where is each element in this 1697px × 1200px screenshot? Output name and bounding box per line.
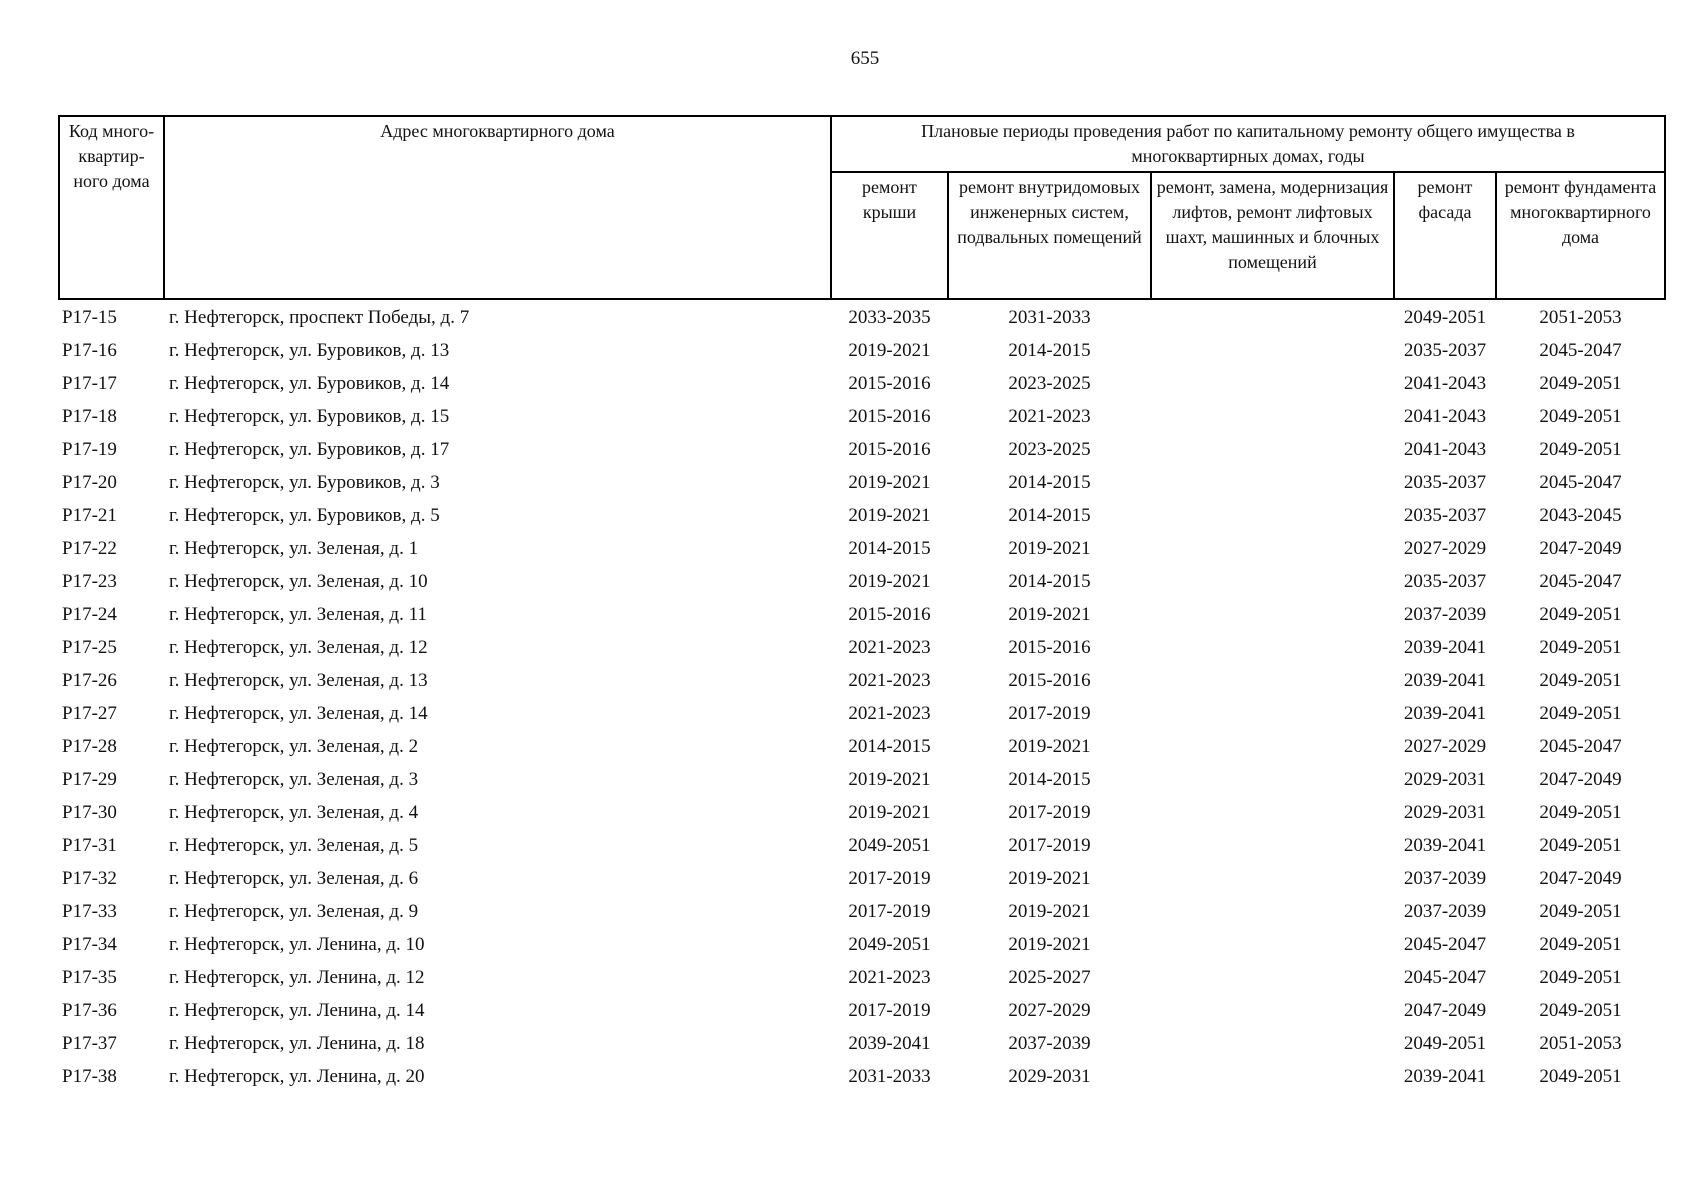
cell-facade: 2027-2029: [1403, 736, 1487, 757]
cell-facade: 2049-2051: [1403, 1033, 1487, 1054]
cell-roof: 2019-2021: [848, 769, 931, 790]
cell-engineering: 2037-2039: [1008, 1033, 1091, 1054]
cell-code: Р17-37: [62, 1033, 117, 1054]
cell-code: Р17-18: [62, 406, 117, 427]
cell-address: г. Нефтегорск, ул. Буровиков, д. 13: [169, 340, 450, 361]
cell-address: г. Нефтегорск, ул. Зеленая, д. 11: [169, 604, 427, 625]
cell-engineering: 2015-2016: [1008, 670, 1091, 691]
cell-code: Р17-30: [62, 802, 117, 823]
table-row: [59, 730, 1665, 763]
page-number: 655: [850, 48, 880, 69]
cell-address: г. Нефтегорск, ул. Зеленая, д. 14: [169, 703, 428, 724]
table-row: [59, 862, 1665, 895]
table-row: [59, 1060, 1665, 1093]
cell-facade: 2035-2037: [1403, 505, 1487, 526]
cell-code: Р17-29: [62, 769, 117, 790]
cell-engineering: 2021-2023: [1008, 406, 1091, 427]
cell-roof: 2039-2041: [848, 1033, 931, 1054]
cell-elevators: [1151, 763, 1394, 796]
header-row-top: [59, 116, 1665, 172]
cell-facade: 2045-2047: [1403, 934, 1487, 955]
cell-address: г. Нефтегорск, ул. Буровиков, д. 14: [169, 373, 450, 394]
cell-foundation: 2045-2047: [1539, 340, 1622, 361]
header-elevators: ремонт, замена, модернизация лифтов, ремонт лифтовых шахт, машинных и блочных помещений: [1151, 172, 1394, 299]
header-facade: ремонт фасада: [1394, 172, 1496, 299]
cell-address: г. Нефтегорск, ул. Буровиков, д. 15: [169, 406, 450, 427]
table-row: [59, 961, 1665, 994]
cell-engineering: 2017-2019: [1008, 802, 1091, 823]
cell-foundation: 2049-2051: [1539, 802, 1622, 823]
cell-facade: 2037-2039: [1403, 868, 1487, 889]
cell-engineering: 2019-2021: [1008, 604, 1091, 625]
cell-roof: 2049-2051: [848, 835, 931, 856]
cell-address: г. Нефтегорск, ул. Зеленая, д. 4: [169, 802, 419, 823]
cell-address: г. Нефтегорск, ул. Зеленая, д. 9: [169, 901, 419, 922]
cell-roof: 2019-2021: [848, 340, 931, 361]
cell-elevators: [1151, 466, 1394, 499]
cell-elevators: [1151, 664, 1394, 697]
cell-elevators: [1151, 367, 1394, 400]
cell-address: г. Нефтегорск, ул. Зеленая, д. 6: [169, 868, 419, 889]
cell-engineering: 2014-2015: [1008, 340, 1091, 361]
cell-facade: 2035-2037: [1403, 340, 1487, 361]
cell-elevators: [1151, 532, 1394, 565]
cell-elevators: [1151, 299, 1394, 334]
cell-facade: 2047-2049: [1403, 1000, 1487, 1021]
cell-facade: 2045-2047: [1403, 967, 1487, 988]
cell-facade: 2041-2043: [1403, 373, 1487, 394]
table-row: [59, 433, 1665, 466]
cell-roof: 2017-2019: [848, 901, 931, 922]
cell-code: Р17-19: [62, 439, 117, 460]
cell-roof: 2015-2016: [848, 604, 931, 625]
cell-engineering: 2017-2019: [1008, 703, 1091, 724]
cell-address: г. Нефтегорск, ул. Зеленая, д. 3: [169, 769, 419, 790]
cell-foundation: 2043-2045: [1539, 505, 1622, 526]
capital-repair-table: [58, 115, 1666, 1093]
cell-foundation: 2049-2051: [1539, 1066, 1622, 1087]
cell-code: Р17-35: [62, 967, 117, 988]
cell-engineering: 2014-2015: [1008, 505, 1091, 526]
cell-roof: 2017-2019: [848, 1000, 931, 1021]
cell-code: Р17-25: [62, 637, 117, 658]
cell-engineering: 2023-2025: [1008, 373, 1091, 394]
table-row: [59, 796, 1665, 829]
cell-roof: 2019-2021: [848, 802, 931, 823]
table-row: [59, 367, 1665, 400]
cell-code: Р17-20: [62, 472, 117, 493]
table-row: [59, 499, 1665, 532]
cell-facade: 2049-2051: [1403, 306, 1487, 328]
cell-code: Р17-31: [62, 835, 117, 856]
cell-code: Р17-27: [62, 703, 117, 724]
cell-elevators: [1151, 565, 1394, 598]
cell-code: Р17-21: [62, 505, 117, 526]
header-planned-periods-text: Плановые периоды проведения работ по капитальному ремонту общего имущества в многоквартирных домах, годы: [921, 121, 1575, 166]
cell-foundation: 2049-2051: [1539, 406, 1622, 427]
cell-address: г. Нефтегорск, ул. Зеленая, д. 5: [169, 835, 419, 856]
cell-engineering: 2025-2027: [1008, 967, 1091, 988]
cell-code: Р17-17: [62, 373, 117, 394]
table-row: [59, 631, 1665, 664]
cell-elevators: [1151, 1060, 1394, 1093]
cell-roof: 2015-2016: [848, 406, 931, 427]
cell-engineering: 2019-2021: [1008, 736, 1091, 757]
table-row: [59, 565, 1665, 598]
cell-code: Р17-22: [62, 538, 117, 559]
table-row: [59, 664, 1665, 697]
cell-foundation: 2045-2047: [1539, 736, 1622, 757]
cell-code: Р17-23: [62, 571, 117, 592]
header-code: Код много-квартир-ного дома: [59, 116, 164, 299]
cell-engineering: 2023-2025: [1008, 439, 1091, 460]
cell-roof: 2015-2016: [848, 439, 931, 460]
cell-engineering: 2019-2021: [1008, 538, 1091, 559]
cell-code: Р17-38: [62, 1066, 117, 1087]
cell-facade: 2035-2037: [1403, 571, 1487, 592]
cell-elevators: [1151, 400, 1394, 433]
cell-engineering: 2014-2015: [1008, 769, 1091, 790]
cell-elevators: [1151, 730, 1394, 763]
cell-address: г. Нефтегорск, ул. Ленина, д. 20: [169, 1066, 425, 1087]
table-row: [59, 400, 1665, 433]
cell-engineering: 2014-2015: [1008, 472, 1091, 493]
cell-facade: 2039-2041: [1403, 670, 1487, 691]
cell-address: г. Нефтегорск, ул. Ленина, д. 10: [169, 934, 425, 955]
cell-address: г. Нефтегорск, ул. Зеленая, д. 1: [169, 538, 419, 559]
cell-roof: 2019-2021: [848, 472, 931, 493]
cell-facade: 2039-2041: [1403, 1066, 1487, 1087]
cell-foundation: 2049-2051: [1539, 967, 1622, 988]
cell-code: Р17-16: [62, 340, 117, 361]
cell-address: г. Нефтегорск, проспект Победы, д. 7: [169, 306, 470, 328]
cell-foundation: 2049-2051: [1539, 934, 1622, 955]
cell-elevators: [1151, 928, 1394, 961]
cell-facade: 2041-2043: [1403, 439, 1487, 460]
cell-roof: 2021-2023: [848, 967, 931, 988]
table-row: [59, 928, 1665, 961]
cell-elevators: [1151, 631, 1394, 664]
cell-elevators: [1151, 499, 1394, 532]
cell-facade: 2029-2031: [1403, 802, 1487, 823]
table-row: [59, 466, 1665, 499]
cell-code: Р17-15: [62, 306, 117, 328]
cell-code: Р17-28: [62, 736, 117, 757]
cell-address: г. Нефтегорск, ул. Зеленая, д. 2: [169, 736, 419, 757]
capital-repair-table-container: [58, 115, 1664, 1093]
cell-foundation: 2049-2051: [1539, 637, 1622, 658]
cell-elevators: [1151, 796, 1394, 829]
cell-foundation: 2047-2049: [1539, 538, 1622, 559]
cell-foundation: 2045-2047: [1539, 472, 1622, 493]
cell-address: г. Нефтегорск, ул. Ленина, д. 12: [169, 967, 425, 988]
cell-code: Р17-32: [62, 868, 117, 889]
cell-roof: 2033-2035: [848, 306, 931, 328]
cell-facade: 2037-2039: [1403, 604, 1487, 625]
table-row: [59, 697, 1665, 730]
cell-facade: 2039-2041: [1403, 835, 1487, 856]
cell-facade: 2029-2031: [1403, 769, 1487, 790]
table-row: [59, 763, 1665, 796]
cell-engineering: 2014-2015: [1008, 571, 1091, 592]
table-row: [59, 1027, 1665, 1060]
cell-roof: 2019-2021: [848, 571, 931, 592]
cell-code: Р17-36: [62, 1000, 117, 1021]
cell-roof: 2049-2051: [848, 934, 931, 955]
cell-foundation: 2049-2051: [1539, 373, 1622, 394]
cell-roof: 2014-2015: [848, 736, 931, 757]
cell-address: г. Нефтегорск, ул. Ленина, д. 18: [169, 1033, 425, 1054]
table-header: [59, 116, 1665, 299]
cell-foundation: 2049-2051: [1539, 439, 1622, 460]
cell-roof: 2031-2033: [848, 1066, 931, 1087]
cell-engineering: 2029-2031: [1008, 1066, 1091, 1087]
cell-foundation: 2049-2051: [1539, 670, 1622, 691]
cell-engineering: 2027-2029: [1008, 1000, 1091, 1021]
table-row: [59, 829, 1665, 862]
cell-roof: 2019-2021: [848, 505, 931, 526]
cell-facade: 2037-2039: [1403, 901, 1487, 922]
cell-elevators: [1151, 433, 1394, 466]
table-row: [59, 334, 1665, 367]
cell-engineering: 2015-2016: [1008, 637, 1091, 658]
cell-roof: 2021-2023: [848, 703, 931, 724]
cell-foundation: 2047-2049: [1539, 868, 1622, 889]
header-engineering: ремонт внутридомовых инженерных систем, подвальных помещений: [948, 172, 1151, 299]
cell-elevators: [1151, 961, 1394, 994]
cell-address: г. Нефтегорск, ул. Буровиков, д. 17: [169, 439, 450, 460]
table-body: [59, 299, 1665, 1093]
cell-address: г. Нефтегорск, ул. Зеленая, д. 13: [169, 670, 428, 691]
cell-elevators: [1151, 862, 1394, 895]
cell-elevators: [1151, 334, 1394, 367]
cell-foundation: 2045-2047: [1539, 571, 1622, 592]
cell-foundation: 2049-2051: [1539, 604, 1622, 625]
table-row: [59, 299, 1665, 334]
cell-roof: 2015-2016: [848, 373, 931, 394]
header-address: Адрес многоквартирного дома: [164, 116, 831, 299]
cell-foundation: 2049-2051: [1539, 901, 1622, 922]
cell-roof: 2021-2023: [848, 637, 931, 658]
cell-address: г. Нефтегорск, ул. Зеленая, д. 10: [169, 571, 428, 592]
cell-engineering: 2031-2033: [1008, 306, 1091, 328]
cell-engineering: 2019-2021: [1008, 901, 1091, 922]
table-row: [59, 994, 1665, 1027]
cell-foundation: 2047-2049: [1539, 769, 1622, 790]
cell-facade: 2039-2041: [1403, 703, 1487, 724]
cell-elevators: [1151, 829, 1394, 862]
table-row: [59, 895, 1665, 928]
cell-address: г. Нефтегорск, ул. Зеленая, д. 12: [169, 637, 428, 658]
cell-foundation: 2049-2051: [1539, 1000, 1622, 1021]
table-row: [59, 532, 1665, 565]
cell-facade: 2039-2041: [1403, 637, 1487, 658]
cell-roof: 2014-2015: [848, 538, 931, 559]
cell-engineering: 2019-2021: [1008, 934, 1091, 955]
cell-elevators: [1151, 1027, 1394, 1060]
cell-address: г. Нефтегорск, ул. Буровиков, д. 3: [169, 472, 440, 493]
cell-foundation: 2049-2051: [1539, 703, 1622, 724]
cell-elevators: [1151, 895, 1394, 928]
cell-elevators: [1151, 697, 1394, 730]
header-planned-periods: [831, 116, 1665, 172]
cell-engineering: 2017-2019: [1008, 835, 1091, 856]
cell-foundation: 2049-2051: [1539, 835, 1622, 856]
cell-code: Р17-26: [62, 670, 117, 691]
cell-code: Р17-24: [62, 604, 117, 625]
header-roof: ремонт крыши: [831, 172, 948, 299]
header-foundation: ремонт фундамента многоквартирного дома: [1496, 172, 1665, 299]
cell-engineering: 2019-2021: [1008, 868, 1091, 889]
cell-elevators: [1151, 994, 1394, 1027]
cell-foundation: 2051-2053: [1539, 1033, 1622, 1054]
cell-facade: 2027-2029: [1403, 538, 1487, 559]
cell-address: г. Нефтегорск, ул. Буровиков, д. 5: [169, 505, 440, 526]
cell-foundation: 2051-2053: [1539, 306, 1622, 328]
cell-roof: 2021-2023: [848, 670, 931, 691]
cell-code: Р17-34: [62, 934, 117, 955]
cell-elevators: [1151, 598, 1394, 631]
table-row: [59, 598, 1665, 631]
cell-facade: 2035-2037: [1403, 472, 1487, 493]
cell-address: г. Нефтегорск, ул. Ленина, д. 14: [169, 1000, 425, 1021]
cell-roof: 2017-2019: [848, 868, 931, 889]
cell-code: Р17-33: [62, 901, 117, 922]
cell-facade: 2041-2043: [1403, 406, 1487, 427]
